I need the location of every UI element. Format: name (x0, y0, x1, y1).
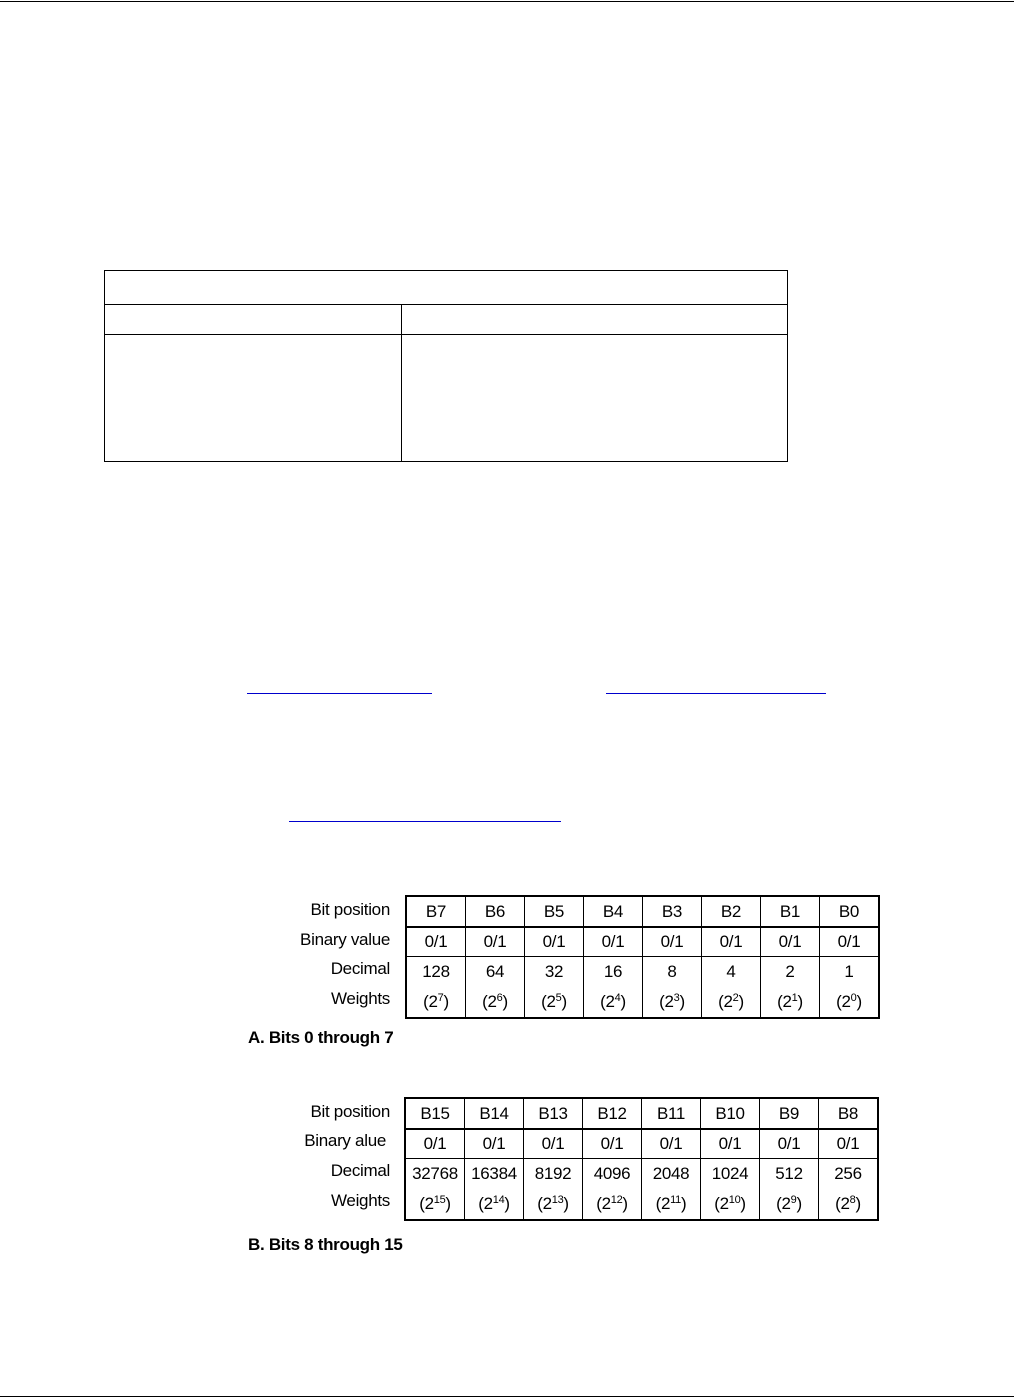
weight-value: $(2^9)$ (776, 1194, 802, 1213)
table-column-divider (401, 305, 402, 461)
header-rule (0, 1, 1014, 2)
decimal-value: 4 (726, 962, 736, 981)
bit-cell: B4 (584, 896, 643, 927)
footer-rule (0, 1396, 1014, 1397)
weight-value: $(2^7)$ (423, 992, 449, 1011)
bit-cell: B10 (701, 1098, 760, 1129)
binary-cell: 0/1 (525, 927, 584, 957)
decimal-value: 32768 (412, 1164, 458, 1183)
decimal-value: 16 (603, 962, 623, 981)
decimal-value: 1024 (711, 1164, 749, 1183)
hyperlink-1[interactable] (247, 693, 432, 694)
binary-cell: 0/1 (583, 1129, 642, 1159)
empty-table (104, 270, 788, 462)
binary-value-row (406, 927, 879, 957)
binary-cell: 0/1 (760, 1129, 819, 1159)
label-weights: Weights (330, 1191, 390, 1210)
bit-position-row (405, 1098, 878, 1129)
binary-cell: 0/1 (642, 1129, 701, 1159)
weight-value: $(2^6)$ (482, 992, 508, 1011)
caption-b: B. Bits 8 through 15 (248, 1235, 403, 1254)
weight-value: $(2^5)$ (541, 992, 567, 1011)
decimal-value: 1 (844, 962, 854, 981)
bit-figure-b (248, 1097, 888, 1257)
bit-table-b (404, 1097, 879, 1221)
binary-cell: 0/1 (406, 927, 466, 957)
bit-cell: B1 (761, 896, 820, 927)
label-binary-value: Binary value (300, 930, 390, 949)
weight-cell (406, 957, 466, 1019)
caption-a: A. Bits 0 through 7 (248, 1028, 394, 1047)
weight-value: $(2^8)$ (835, 1194, 861, 1213)
bit-cell: B11 (642, 1098, 701, 1129)
bit-cell: B7 (406, 896, 466, 927)
bit-cell: B5 (525, 896, 584, 927)
binary-cell: 0/1 (524, 1129, 583, 1159)
bit-cell: B2 (702, 896, 761, 927)
binary-value-row (405, 1129, 878, 1159)
weight-cell (466, 957, 525, 1019)
bit-cell: B3 (643, 896, 702, 927)
binary-cell: 0/1 (820, 927, 880, 957)
weight-value: $(2^{10})$ (714, 1194, 746, 1213)
weight-value: $(2^0)$ (836, 992, 862, 1011)
decimal-value: 4096 (593, 1164, 631, 1183)
weight-value: $(2^{15})$ (419, 1194, 451, 1213)
weight-cell (702, 957, 761, 1019)
bit-cell: B15 (405, 1098, 465, 1129)
decimal-value: 2 (785, 962, 795, 981)
weight-cell (642, 1159, 701, 1221)
binary-cell: 0/1 (465, 1129, 524, 1159)
bit-cell: B8 (819, 1098, 879, 1129)
bit-cell: B13 (524, 1098, 583, 1129)
label-weights: Weights (330, 989, 390, 1008)
binary-cell: 0/1 (405, 1129, 465, 1159)
binary-cell: 0/1 (819, 1129, 879, 1159)
weight-cell (761, 957, 820, 1019)
weight-cell (465, 1159, 524, 1221)
weight-value: $(2^{13})$ (537, 1194, 569, 1213)
hyperlink-2[interactable] (606, 693, 826, 694)
weight-cell (819, 1159, 879, 1221)
decimal-weights-row (406, 957, 879, 1019)
hyperlink-3[interactable] (289, 821, 561, 822)
weight-cell (525, 957, 584, 1019)
bit-cell: B0 (820, 896, 880, 927)
bit-figure-a (248, 895, 888, 1045)
weight-value: $(2^4)$ (600, 992, 626, 1011)
weight-cell (405, 1159, 465, 1221)
binary-cell: 0/1 (466, 927, 525, 957)
bit-cell: B6 (466, 896, 525, 927)
weight-cell (584, 957, 643, 1019)
label-decimal: Decimal (330, 1161, 390, 1180)
decimal-value: 32 (544, 962, 564, 981)
weight-cell (583, 1159, 642, 1221)
weight-value: $(2^{11})$ (655, 1194, 687, 1213)
decimal-value: 8192 (534, 1164, 572, 1183)
weight-value: $(2^3)$ (659, 992, 685, 1011)
weight-value: $(2^1)$ (777, 992, 803, 1011)
weight-cell (760, 1159, 819, 1221)
decimal-value: 128 (422, 962, 450, 981)
decimal-value: 256 (834, 1164, 862, 1183)
table-row-divider (105, 334, 787, 335)
bit-cell: B9 (760, 1098, 819, 1129)
weight-value: $(2^{12})$ (596, 1194, 628, 1213)
bit-cell: B12 (583, 1098, 642, 1129)
bit-position-row (406, 896, 879, 927)
binary-cell: 0/1 (584, 927, 643, 957)
weight-cell (701, 1159, 760, 1221)
label-decimal: Decimal (330, 959, 390, 978)
label-binary-value: Binary alue (304, 1131, 386, 1150)
bit-cell: B14 (465, 1098, 524, 1129)
bit-table-a (405, 895, 880, 1019)
decimal-value: 8 (667, 962, 677, 981)
table-header-divider (105, 304, 787, 305)
binary-cell: 0/1 (701, 1129, 760, 1159)
label-bit-position: Bit position (310, 1102, 390, 1121)
weight-value: $(2^2)$ (718, 992, 744, 1011)
label-bit-position: Bit position (310, 900, 390, 919)
binary-cell: 0/1 (761, 927, 820, 957)
decimal-value: 16384 (471, 1164, 517, 1183)
weight-cell (820, 957, 880, 1019)
weight-cell (643, 957, 702, 1019)
binary-cell: 0/1 (702, 927, 761, 957)
binary-cell: 0/1 (643, 927, 702, 957)
decimal-value: 64 (485, 962, 505, 981)
decimal-value: 2048 (652, 1164, 690, 1183)
weight-value: $(2^{14})$ (478, 1194, 510, 1213)
decimal-weights-row (405, 1159, 878, 1221)
decimal-value: 512 (775, 1164, 803, 1183)
weight-cell (524, 1159, 583, 1221)
